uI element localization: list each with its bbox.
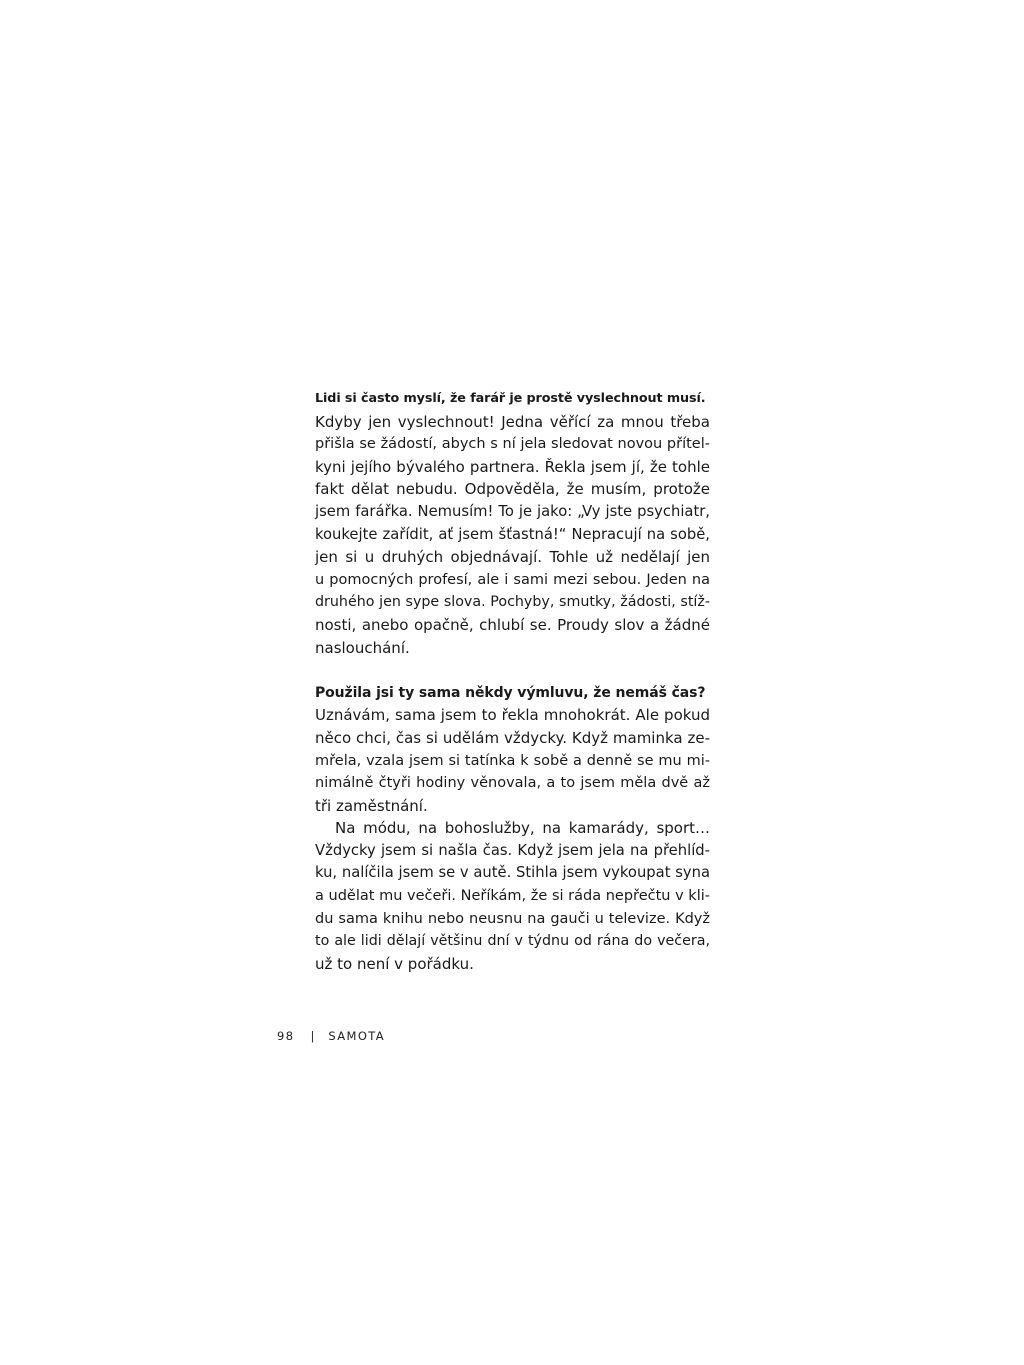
body-line: nimálně čtyři hodiny věnovala, a to jsem měla dvě až [315,775,710,792]
body-line: Uznávám, sama jsem to řekla mnohokrát. Ale pokud [315,706,710,725]
body-line-last: tři zaměstnání. [315,796,428,815]
body-line: Vždycky jsem si našla čas. Když jsem jela na přehlíd- [315,841,710,859]
body-line: Kdyby jen vyslechnout! Jedna věřící za mnou třeba [315,412,710,431]
body-line: nosti, anebo opačně, chlubí se. Proudy slov a žádné [315,615,710,634]
question-heading-1: Lidi si často myslí, že farář je prostě vyslechnout musí. [315,391,706,406]
body-line-indented: Na módu, na bohoslužby, na kamarády, sport… [335,819,710,838]
body-line: přišla se žádostí, abych s ní jela sledovat novou přítel- [315,436,710,453]
page-number: 98 [277,1029,295,1043]
body-line: jsem farářka. Nemusím! To je jako: „Vy jste psychiatr, [315,502,710,520]
body-line: to ale lidi dělají většinu dní v týdnu od rána do večera, [315,933,710,950]
body-line: a udělat mu večeři. Neříkám, že si ráda nepřečtu v kli- [315,888,710,905]
body-line: u pomocných profesí, ale i sami mezi sebou. Jeden na [315,571,710,588]
body-line: jen si u druhých objednávají. Tohle už nedělají jen [315,548,710,567]
page-body [315,388,710,975]
body-line: fakt dělat nebudu. Odpověděla, že musím, protože [315,480,710,499]
body-line-last: už to není v pořádku. [315,954,474,973]
body-line: mřela, vzala jsem si tatínka k sobě a denně se mu mi- [315,752,710,769]
body-line: něco chci, čas si udělám vždycky. Když maminka ze- [315,728,710,747]
chapter-title: SAMOTA [328,1029,386,1043]
body-line: ku, nalíčila jsem se v autě. Stihla jsem vykoupat syna [315,864,710,882]
body-line: kyni jejího bývalého partnera. Řekla jsem jí, že tohle [315,457,710,476]
body-line: du sama knihu nebo neusnu na gauči u televize. Když [315,910,710,927]
footer-separator: | [310,1029,315,1043]
section-spacer [315,659,710,682]
question-heading-2: Použila jsi ty sama někdy výmluvu, že nemáš čas? [315,684,706,701]
page-footer [277,1029,385,1043]
body-line: druhého jen sype slova. Pochyby, smutky, žádosti, stíž- [315,594,710,611]
body-line-last: naslouchání. [315,638,410,657]
body-line: koukejte zařídit, ať jsem šťastná!“ Nepracují na sobě, [315,525,710,543]
